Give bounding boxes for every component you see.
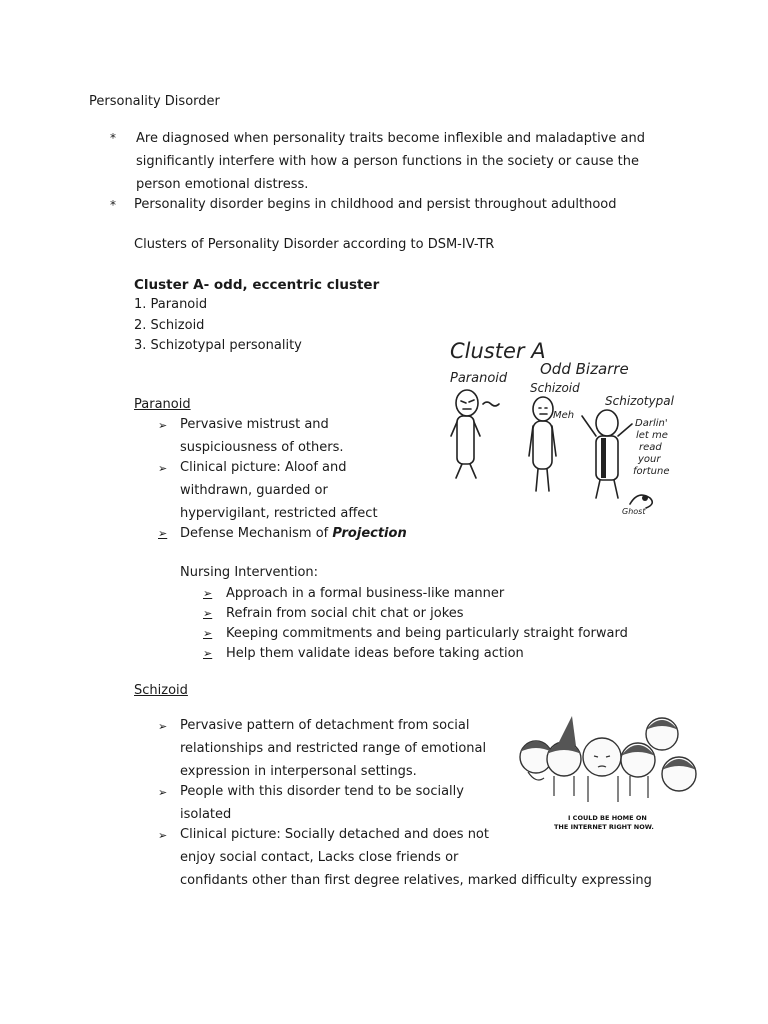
ghost-icon [642, 495, 648, 501]
cluster-item: 2. Schizoid [134, 318, 205, 333]
paranoid-heading: Paranoid [134, 397, 191, 412]
schizoid-point: enjoy social contact, Lacks close friends or [180, 850, 459, 865]
schizoid-crowd-cartoon [514, 712, 700, 842]
arrow-bullet-icon: ➢ [158, 829, 168, 842]
bullet-line: significantly interfere with how a person functions in the society or cause the [136, 154, 639, 169]
schizoid-point: People with this disorder tend to be socially [180, 784, 464, 799]
nursing-item: Refrain from social chit chat or jokes [226, 606, 464, 621]
paranoid-point: suspiciousness of others. [180, 440, 344, 455]
cartoon-label: Paranoid [450, 371, 508, 386]
schizoid-continuation: confidants other than first degree relatives, marked difficulty expressing [180, 873, 652, 888]
arrow-bullet-icon: ➢ [203, 647, 213, 660]
schizoid-point: isolated [180, 807, 232, 822]
clusters-heading: Clusters of Personality Disorder according to DSM-IV-TR [134, 237, 495, 252]
cartoon-label: Schizotypal [605, 394, 674, 408]
nursing-item: Help them validate ideas before taking action [226, 646, 524, 661]
ghost-label: Ghost [622, 507, 646, 516]
paranoid-point: Pervasive mistrust and [180, 417, 329, 432]
bullet-line: Are diagnosed when personality traits become inflexible and maladaptive and [136, 131, 645, 146]
speech-text: read [639, 442, 662, 453]
defense-mechanism [180, 526, 407, 541]
schizoid-point: expression in interpersonal settings. [180, 764, 417, 779]
schizoid-point: Pervasive pattern of detachment from social [180, 718, 470, 733]
paranoid-point: withdrawn, guarded or [180, 483, 328, 498]
speech-text: your [638, 454, 661, 465]
arrow-bullet-icon: ➢ [203, 607, 213, 620]
defense-term: Projection [332, 526, 407, 541]
schizoid-heading: Schizoid [134, 683, 188, 698]
nursing-heading: Nursing Intervention: [180, 565, 319, 580]
nursing-item: Approach in a formal business-like manner [226, 586, 505, 601]
arrow-bullet-icon: ➢ [203, 627, 213, 640]
schizoid-point: Clinical picture: Socially detached and does not [180, 827, 489, 842]
cartoon-label: Odd Bizarre [540, 360, 629, 378]
schizoid-figure-head [533, 397, 553, 421]
arrow-bullet-icon: ➢ [158, 419, 168, 432]
crowd-caption: THE INTERNET RIGHT NOW. [554, 823, 654, 831]
paranoid-point: hypervigilant, restricted affect [180, 506, 378, 521]
nursing-item: Keeping commitments and being particularly straight forward [226, 626, 628, 641]
arrow-bullet-icon: ➢ [158, 527, 168, 540]
cartoon-label: Schizoid [530, 381, 580, 395]
defense-prefix: Defense Mechanism of [180, 526, 333, 541]
cartoon-title: Cluster A [450, 339, 546, 363]
bullet-marker: * [110, 131, 116, 145]
arrow-bullet-icon: ➢ [158, 786, 168, 799]
bullet-marker: * [110, 198, 116, 212]
speech-text: fortune [633, 466, 670, 477]
schizotypal-figure-head [596, 410, 618, 436]
party-hat-icon [558, 716, 576, 746]
cluster-item: 3. Schizotypal personality [134, 338, 302, 353]
person-head [583, 738, 621, 776]
page-title: Personality Disorder [89, 94, 220, 109]
paranoid-point: Clinical picture: Aloof and [180, 460, 347, 475]
speech-text: Darlin' [635, 418, 668, 429]
speech-text: let me [636, 430, 668, 441]
cluster-a-cartoon [440, 330, 700, 520]
arrow-bullet-icon: ➢ [158, 720, 168, 733]
bullet-line: Personality disorder begins in childhood and persist throughout adulthood [134, 197, 617, 212]
scarf-icon [601, 438, 606, 478]
bullet-line: person emotional distress. [136, 177, 309, 192]
cluster-item: 1. Paranoid [134, 297, 208, 312]
arrow-bullet-icon: ➢ [158, 462, 168, 475]
schizoid-point: relationships and restricted range of emotional [180, 741, 487, 756]
speech-text: Meh [553, 410, 575, 421]
crowd-caption: I COULD BE HOME ON [568, 814, 647, 822]
arrow-bullet-icon: ➢ [203, 587, 213, 600]
paranoid-figure-head [456, 390, 478, 416]
cluster-a-heading: Cluster A- odd, eccentric cluster [134, 277, 380, 293]
